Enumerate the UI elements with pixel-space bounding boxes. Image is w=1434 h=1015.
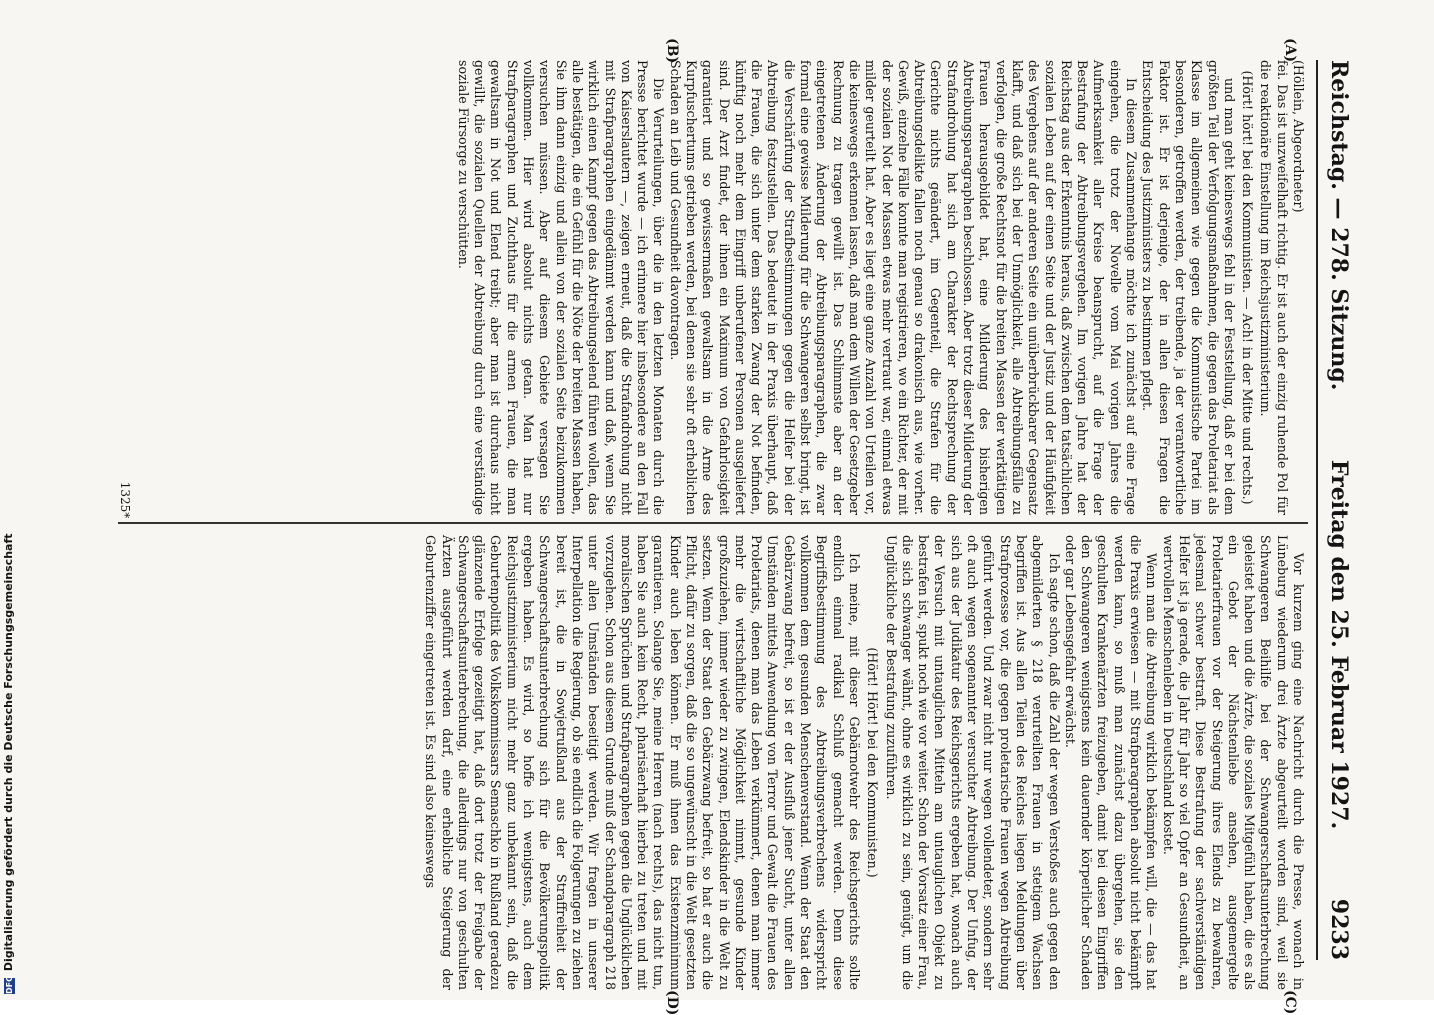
margin-letter-a: (A) [1282, 38, 1298, 63]
header-page-number: 9233 [1326, 898, 1352, 960]
rotated-newspaper-page [118, 0, 1370, 1015]
margin-letter-c: (C) [1282, 990, 1298, 1015]
paragraph: Vor kurzem ging eine Nachricht durch die Presse, wonach in Lüneburg wiederum drei Ärzte abgeurteilt worden sind, weil sie Schwangeren Beihilfe bei der Schwangerschaftsunterbrechung geleistet haben und die Ärzte, die soziales Mitgefühl haben, die es als ein Gebot der Nächstenliebe ansehen, ausgemergelte Proletarierfrauen vor der Steigerung ihres Elends zu bewahren, jedesmal schwer bestraft. Diese Bestrafung der sachverständigen Helfer ist ja gerade, die Jahr für Jahr so viel Opfer an Gesundheit, an wertvollen Menschenleben in Deutschland kostet. [1160, 535, 1306, 990]
header-right: Freitag den 25. Februar 1927. [1326, 459, 1352, 830]
interjection: (Hört! hört! bei den Kommunisten. — Ach! in der Mitte und rechts.) [1240, 70, 1256, 505]
header-left: Reichstag. — 278. Sitzung. [1326, 60, 1352, 391]
paragraph: fei. Das ist unzweifelhaft richtig. Er ist auch der einzig ruhende Pol für die reaktionäre Einstellung im Reichsjustizministerium. [1258, 60, 1290, 515]
paragraph: und man geht keineswegs fehl in der Feststellung, daß er bei dem größten Teil der Verfolgungsmaßnahmen, die gegen das Proletariat als Klasse im allgemeinen wie gegen die Kommunistische Partei im besonderen, getroffen werden, der treibende, ja der verantwortliche Faktor ist. Er ist derjenige, der in allen diesen Fragen die Entscheidung des Justizministers zu bestimmen pflegt. [1140, 60, 1237, 515]
left-text-column [455, 60, 1306, 515]
margin-letter-b: (B) [664, 38, 680, 64]
interjection: (Hört! Hört! bei den Kommunisten.) [865, 647, 881, 878]
dfg-logo-icon: DFG [4, 975, 14, 994]
credit-text: Digitalisierung gefördert durch die Deutsche Forschungsgemeinschaft [2, 533, 15, 972]
column-divider [118, 522, 1308, 524]
margin-letter-d: (D) [664, 990, 680, 1015]
paragraph: Wenn man die Abtreibung wirklich bekämpfen will, die — das hat die Praxis erwiesen — mit Strafparagraphen absolut nicht bekämpft werden kann, so muß man zunächst dazu übergehen, sie den geschulten Krankenärzten freizugeben, damit bei diesen Eingriffen den Schwangeren wenigstens kein dauernder körperlicher Schaden oder gar Lebensgefahr erwächst. [1062, 535, 1160, 990]
paragraph: In diesem Zusammenhange möchte ich zunächst auf eine Frage eingehen, die trotz der Novelle vom Mai vorigen Jahres die Aufmerksamkeit aller Kreise beansprucht, auf die Frage der Bestrafung der Abtreibungsvergehen. Im vorigen Jahre hat der Reichstag aus der Erkenntnis heraus, daß zwischen dem tatsächlichen sozialen Leben auf der einen Seite und der Justiz und der Häufigkeit des Vergehens auf der anderen Seite ein unüberbrückbarer Gegensatz klafft, und daß sich bei der Unmöglichkeit, alle Abtreibungsfälle zu verfolgen, die große Rechtsnot für die breiten Massen der werktätigen Frauen herausgebildet hat, eine Milderung des bisherigen Abtreibungsparagraphen beschlossen. Aber trotz dieser Milderung der Strafandrohung hat sich am Charakter der Rechtsprechung der Gerichte nichts geändert, im Gegenteil, die Strafen für die Abtreibungsdelikte fallen noch genau so drakonisch aus, wie vorher. Gewiß, einzelne Fälle konnte man registrieren, wo ein Richter, der mit der sozialen Not der Massen etwas mehr vertraut war, einmal etwas milder geurteilt hat. Aber es liegt eine ganze Anzahl von Urteilen vor, die keineswegs erkennen lassen, daß man dem Willen der Gesetzgeber Rechnung zu tragen gewillt ist. Das Schlimmste aber an der eingetretenen Änderung der Abtreibungsparagraphen, die zwar formal eine gewisse Milderung für die Schwangeren selbst bringt, ist die Verschärfung der Strafbestimmungen gegen die Helfer bei der Abtreibung festzustellen. Das bedeutet in der Praxis überhaupt, daß die Frauen, die sich unter dem starken Zwang der Not befinden, künftig noch mehr dem Eingriff unberufener Personen ausgeliefert sind. Der Arzt findet, der ihnen ein Maximum von Gefahrlosigkeit garantiert und so gewissermaßen gewaltsam in die Arme des Kurpfuschertums getrieben werden, bei denen sie sehr oft erheblichen Schaden an Leib und Gesundheit davontragen. [667, 60, 1140, 515]
speaker-line: (Höllein, Abgeordneter) [1291, 60, 1306, 213]
paragraph: Die Verurteilungen, über die in den letzten Monaten durch die Presse berichtet wurde — ich erinnere hier insbesondere an den Fall von Kaiserslautern —, zeigen erneut, daß die Strafandrohung nicht mit Strafparagraphen eingedämmt werden kann und daß, wenn Sie wirklich einen Kampf gegen das Abtreibungselend führen wollen, das alle bestätigen, die ein Gefühl für die Nöte der breiten Massen haben, Sie ihm dann einzig und allein von der sozialen Seite beizukommen versuchen müssen. Aber auf diesem Gebiete versagen Sie vollkommen. Hier wird absolut nichts getan. Man hat nur Strafparagraphen und Zuchthaus für die armen Frauen, die man gewaltsam in Not und Elend treibt; aber man ist durchaus nicht gewillt, die sozialen Quellen der Abtreibung durch eine verständige soziale Fürsorge zu verschütten. [455, 60, 667, 515]
paragraph: Ich meine, mit dieser Gebärnotwehr des Reichsgerichts sollte endlich einmal radikal Schluß gemacht werden. Denn diese Begriffsbestimmung des Abtreibungsverbrechens widerspricht vollkommen dem gesunden Menschenverstand. Wenn der Staat den Gebärzwang befreit, so ist er der Ausfluß jener Sucht, unter allen Umständen mittels Anwendung von Terror und Gewalt die Frauen des Proletariats, denen man das Leben verkümmert, denen man immer mehr die wirtschaftliche Möglichkeit nimmt, gesunde Kinder großzuziehen, immer wieder zu zwingen, Elendskinder in die Welt zu setzen. Wenn der Staat den Gebärzwang befreit, so hat er auch die Pflicht, dafür zu sorgen, daß die so ungewünscht in die Welt gesetzten Kinder auch leben können. Er muß ihnen das Existenzminimum garantieren. Solange Sie, meine Herren (nach rechts), das nicht tun, haben Sie auch kein Recht, pharisäerhaft hierbei zu treten und mit moralischen Sprüchen und Strafparagraphen gegen die Unglücklichen vorzugehen. Schon aus diesem Grunde muß der Schandparagraph 218 unter allen Umständen beseitigt werden. Wir fragen in unserer Interpellation die Regierung, ob sie endlich die Folgerungen zu ziehen bereit ist, die in Sowjetrußland aus der Straffreiheit der Schwangerschaftsunterbrechung sich für die Bevölkerungspolitik ergeben haben. Es wird, so hoffe ich wenigstens, auch dem Reichsjustizministerium nicht mehr ganz unbekannt sein, daß die Geburtenpolitik des Volkskommissars Semaschko in Rußland geradezu glänzende Erfolge gezeitigt hat, daß dort trotz der Freigabe der Schwangerschaftsunterbrechung, die allerdings nur von geschulten Ärzten ausgeführt werden darf, eine erhebliche Steigerung der Geburtenziffer eingetreten ist. Es sind also keineswegs [423, 535, 862, 990]
page-header [1322, 60, 1356, 960]
footer-folio: 1325* [118, 481, 132, 519]
header-rule [1316, 60, 1318, 960]
digitization-credit [0, 0, 22, 1000]
paragraph: Ich sagte schon, daß die Zahl der wegen Verstoßes auch gegen den abgemilderten § 218 verurteilten Frauen in stetigem Wachsen begriffen ist. Aus allen Teilen des Reiches liegen Meldungen über Strafprozesse vor, die gegen proletarische Frauen wegen Abtreibung geführt werden. Und zwar nicht nur wegen vollendeter, sondern sehr oft auch wegen sogenannter versuchter Abtreibung. Der Unfug, der sich aus der Judikatur des Reichsgerichts ergeben hat, wonach auch der Versuch mit untauglichen Mitteln am untauglichen Objekt zu bestrafen ist, spukt noch wie vor weiter. Schon der Vorsatz einer Frau, die sich schwanger wähnt, ohne es wirklich zu sein, genügt, um die Unglückliche der Bestrafung zuzuführen. [883, 535, 1062, 990]
right-text-column [422, 535, 1306, 990]
